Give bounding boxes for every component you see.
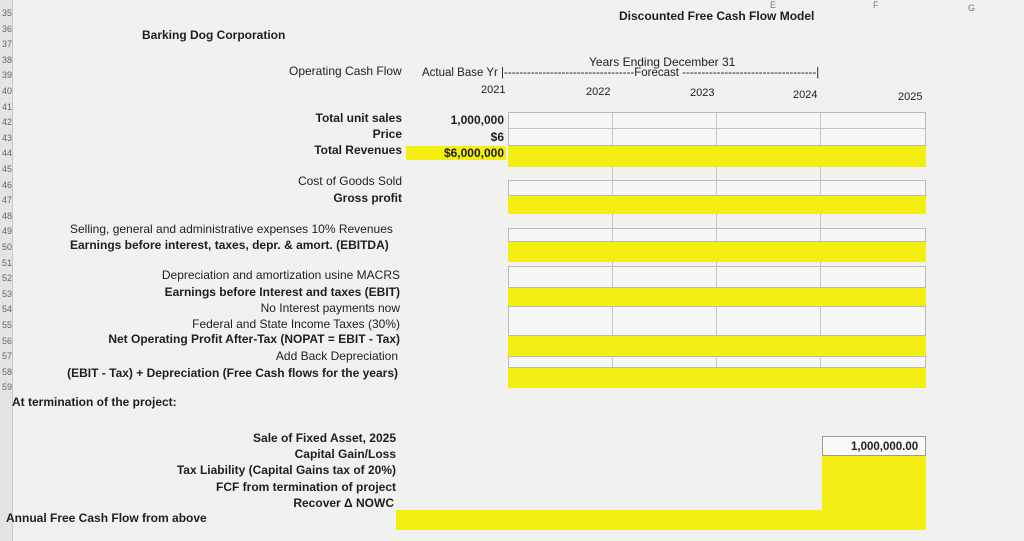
row-number[interactable]: 49 bbox=[2, 226, 13, 237]
interest-label: No Interest payments now bbox=[260, 301, 400, 315]
row-number[interactable]: 59 bbox=[2, 382, 13, 393]
row-number[interactable]: 48 bbox=[2, 210, 13, 221]
company-name: Barking Dog Corporation bbox=[142, 28, 286, 42]
year-2023: 2023 bbox=[690, 87, 715, 99]
recover-nowc-label: Recover Δ NOWC bbox=[293, 496, 394, 510]
column-header-f[interactable]: F bbox=[873, 0, 879, 10]
year-2025: 2025 bbox=[898, 91, 923, 103]
sga-label: Selling, general and administrative expenses 10% Revenues bbox=[70, 222, 393, 236]
row-number[interactable]: 56 bbox=[2, 335, 13, 346]
row-number[interactable]: 41 bbox=[2, 101, 13, 112]
total-unit-sales-label: Total unit sales bbox=[315, 111, 402, 125]
forecast-grid-taxes[interactable] bbox=[508, 306, 926, 336]
annual-fcf-label: Annual Free Cash Flow from above bbox=[6, 511, 207, 525]
row-number[interactable]: 35 bbox=[2, 8, 13, 18]
model-title: Discounted Free Cash Flow Model bbox=[619, 9, 815, 23]
row-number[interactable]: 51 bbox=[2, 257, 13, 268]
ebitda-label: Earnings before interest, taxes, depr. & amort. (EBITDA) bbox=[70, 238, 389, 252]
termination-label: At termination of the project: bbox=[12, 395, 177, 409]
row-number[interactable]: 55 bbox=[2, 320, 13, 330]
ebit-label: Earnings before Interest and taxes (EBIT) bbox=[164, 285, 400, 299]
forecast-grid-depreciation[interactable] bbox=[508, 266, 926, 288]
row-number[interactable]: 47 bbox=[2, 195, 13, 206]
row-number-gutter bbox=[0, 0, 13, 541]
add-back-label: Add Back Depreciation bbox=[275, 349, 398, 363]
row-number[interactable]: 43 bbox=[2, 132, 13, 143]
cogs-label: Cost of Goods Sold bbox=[297, 174, 402, 188]
nopat-forecast-cells[interactable] bbox=[508, 336, 926, 356]
depreciation-label: Depreciation and amortization usine MACRS bbox=[161, 268, 400, 282]
row-number[interactable]: 45 bbox=[2, 164, 13, 174]
row-number[interactable]: 42 bbox=[2, 117, 13, 128]
operating-cash-flow-label: Operating Cash Flow bbox=[289, 64, 402, 78]
sale-fixed-asset-label: Sale of Fixed Asset, 2025 bbox=[253, 431, 396, 445]
column-header-g[interactable]: G bbox=[968, 3, 976, 13]
years-ending-label: Years Ending December 31 bbox=[589, 55, 736, 69]
revenues-2021-value[interactable]: $6,000,000 bbox=[443, 146, 504, 160]
forecast-grid-sga[interactable] bbox=[508, 228, 926, 242]
tax-liability-label: Tax Liability (Capital Gains tax of 20%) bbox=[176, 463, 396, 477]
year-2022: 2022 bbox=[586, 86, 611, 98]
forecast-grid-addback[interactable] bbox=[508, 356, 926, 368]
forecast-grid-revenue[interactable] bbox=[508, 112, 926, 146]
forecast-grid-cogs[interactable] bbox=[508, 180, 926, 196]
gross-profit-forecast-cells[interactable] bbox=[508, 196, 926, 214]
row-number[interactable]: 36 bbox=[2, 23, 13, 34]
row-number[interactable]: 53 bbox=[2, 288, 13, 299]
row-number[interactable]: 57 bbox=[2, 351, 13, 362]
actual-base-forecast-label: Actual Base Yr |----------------------------------Forecast -----------------------------------| bbox=[422, 67, 820, 79]
year-2024: 2024 bbox=[793, 89, 818, 101]
unit-sales-2021-value[interactable]: 1,000,000 bbox=[450, 113, 504, 127]
total-revenues-label: Total Revenues bbox=[314, 143, 402, 157]
ebit-forecast-cells[interactable] bbox=[508, 288, 926, 306]
fcf-label: (EBIT - Tax) + Depreciation (Free Cash flows for the years) bbox=[67, 366, 398, 380]
row-number[interactable]: 54 bbox=[2, 304, 13, 315]
row-number[interactable]: 52 bbox=[2, 273, 13, 284]
row-number[interactable]: 58 bbox=[2, 366, 13, 377]
row-number[interactable]: 46 bbox=[2, 179, 13, 190]
year-2021: 2021 bbox=[481, 84, 506, 96]
fcf-termination-label: FCF from termination of project bbox=[216, 480, 396, 494]
sale-fixed-asset-2025-value: 1,000,000.00 bbox=[851, 441, 919, 453]
row-number[interactable]: 38 bbox=[2, 54, 13, 65]
total-revenues-forecast-cells[interactable] bbox=[508, 146, 926, 167]
ebitda-forecast-cells[interactable] bbox=[508, 242, 926, 262]
capital-gain-label: Capital Gain/Loss bbox=[294, 447, 396, 461]
fcf-forecast-cells[interactable] bbox=[508, 368, 926, 388]
column-header-e[interactable]: E bbox=[770, 0, 777, 10]
row-number[interactable]: 44 bbox=[2, 148, 13, 159]
row-number[interactable]: 37 bbox=[2, 39, 13, 50]
price-2021-value[interactable]: $6 bbox=[490, 130, 504, 144]
row-number[interactable]: 40 bbox=[2, 86, 13, 96]
taxes-label: Federal and State Income Taxes (30%) bbox=[192, 317, 400, 331]
annual-fcf-row-cells[interactable] bbox=[396, 510, 926, 530]
price-label: Price bbox=[372, 127, 402, 141]
nopat-label: Net Operating Profit After-Tax (NOPAT = EBIT - Tax) bbox=[108, 332, 400, 346]
row-number[interactable]: 39 bbox=[2, 70, 13, 81]
termination-fcf-cells[interactable] bbox=[822, 456, 926, 510]
row-number[interactable]: 50 bbox=[2, 242, 13, 252]
gross-profit-label: Gross profit bbox=[333, 191, 402, 205]
